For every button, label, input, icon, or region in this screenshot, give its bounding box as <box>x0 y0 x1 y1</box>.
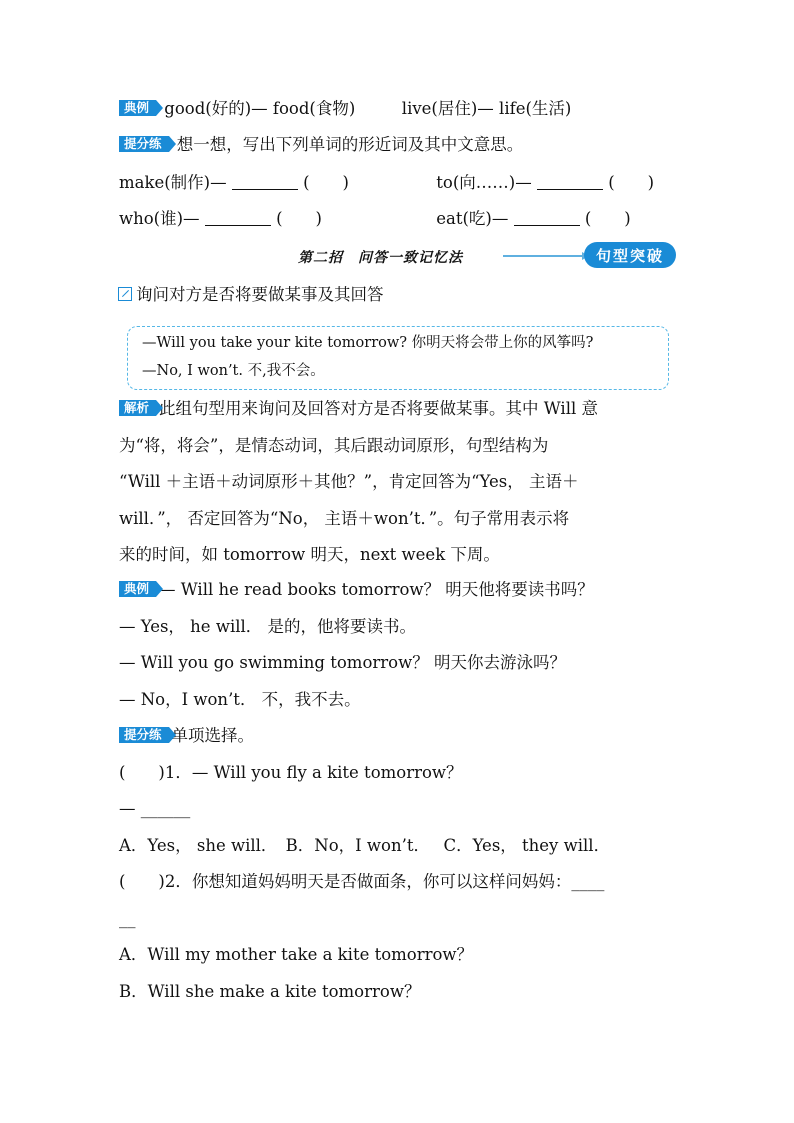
section-badge <box>584 242 676 268</box>
arrow-box-icon <box>118 287 132 301</box>
analysis-line-2: 为“将，将会”，是情态动词，其后跟动词原形，句型结构为 <box>119 435 549 455</box>
section-badge-label: 句型突破 <box>595 246 664 265</box>
example-line-4: — No，I won’t． 不，我不去。 <box>119 689 361 709</box>
question-2: ( )2．你想知道妈妈明天是否做面条，你可以这样问妈妈：____ <box>119 872 605 891</box>
example-tag: 典例 <box>119 581 156 597</box>
point-title: 询问对方是否将要做某事及其回答 <box>136 285 384 304</box>
analysis-line-5: 来的时间，如 tomorrow 明天，next week 下周。 <box>119 545 500 564</box>
practice-instruction: 想一想，写出下列单词的形近词及其中文意思。 <box>176 135 524 154</box>
answer-blank[interactable] <box>537 173 603 190</box>
dialogue-line-1: —Will you take your kite tomorrow? 你明天将会带上你的风筝吗? <box>142 335 594 351</box>
analysis-line-1 <box>119 391 679 428</box>
example-text: — Will he read books tomorrow？ 明天他将要读书吗？ <box>159 580 594 599</box>
section-header <box>298 240 678 270</box>
word-pair-1: good(好的)— food(食物) <box>164 99 356 118</box>
answer-paren: ( ) <box>584 209 631 228</box>
dialogue-line-2: —No, I won’t. 不,我不会。 <box>142 363 325 379</box>
example-tag: 典例 <box>119 100 156 116</box>
practice2-heading <box>119 718 679 755</box>
question-2-option-b: B．Will she make a kite tomorrow？ <box>119 981 421 1001</box>
example-line-2: — Yes， he will． 是的，他将要读书。 <box>119 616 417 636</box>
question-1-options: A．Yes， she will． B．No，I won’t． C．Yes， they will． <box>119 835 611 855</box>
fill-word: eat(吃)— <box>436 209 509 228</box>
example-line-3: — Will you go swimming tomorrow？ 明天你去游泳吗？ <box>119 653 566 672</box>
answer-paren: ( ) <box>608 173 655 192</box>
answer-paren: ( ) <box>276 209 322 228</box>
section-title: 第二招 问答一致记忆法 <box>298 250 463 266</box>
answer-paren: ( ) <box>303 173 349 192</box>
example-line-1 <box>119 572 679 609</box>
point-heading <box>118 284 384 306</box>
practice-tag: 提分练 <box>119 727 169 743</box>
word-pair-2: live(居住)— life(生活) <box>401 99 572 118</box>
fill-word: to(向……)— <box>436 173 532 192</box>
question-2-continued[interactable]: __ <box>119 908 136 928</box>
practice-tag: 提分练 <box>119 136 169 152</box>
fill-row-2 <box>119 208 631 230</box>
answer-blank[interactable] <box>232 173 298 190</box>
question-1-answer[interactable]: — ______ <box>119 799 191 818</box>
analysis-text: 此组句型用来询问及回答对方是否将要做某事。其中 Will 意 <box>159 399 599 418</box>
analysis-line-3: “Will ＋主语＋动词原形＋其他？”，肯定回答为“Yes， 主语＋ <box>119 472 579 491</box>
analysis-tag: 解析 <box>119 400 156 416</box>
practice-instruction-row <box>119 134 523 156</box>
fill-row-1 <box>119 172 654 194</box>
practice2-instruction: 单项选择。 <box>171 726 255 745</box>
question-1: ( )1．— Will you fly a kite tomorrow？ <box>119 762 463 782</box>
practice-choice-section <box>119 718 679 1010</box>
example-words-row <box>119 98 571 120</box>
question-2-option-a: A．Will my mother take a kite tomorrow？ <box>119 945 474 964</box>
example-dialogue <box>119 572 679 718</box>
analysis-paragraph <box>119 391 679 574</box>
fill-word: who(谁)— <box>119 209 200 228</box>
dialogue-box <box>127 326 669 390</box>
answer-blank[interactable] <box>514 209 580 226</box>
arrow-line-icon <box>503 255 583 257</box>
analysis-line-4: will．”， 否定回答为“No， 主语＋won’t．”。句子常用表示将 <box>119 508 570 528</box>
answer-blank[interactable] <box>205 209 271 226</box>
fill-word: make(制作)— <box>119 173 227 192</box>
